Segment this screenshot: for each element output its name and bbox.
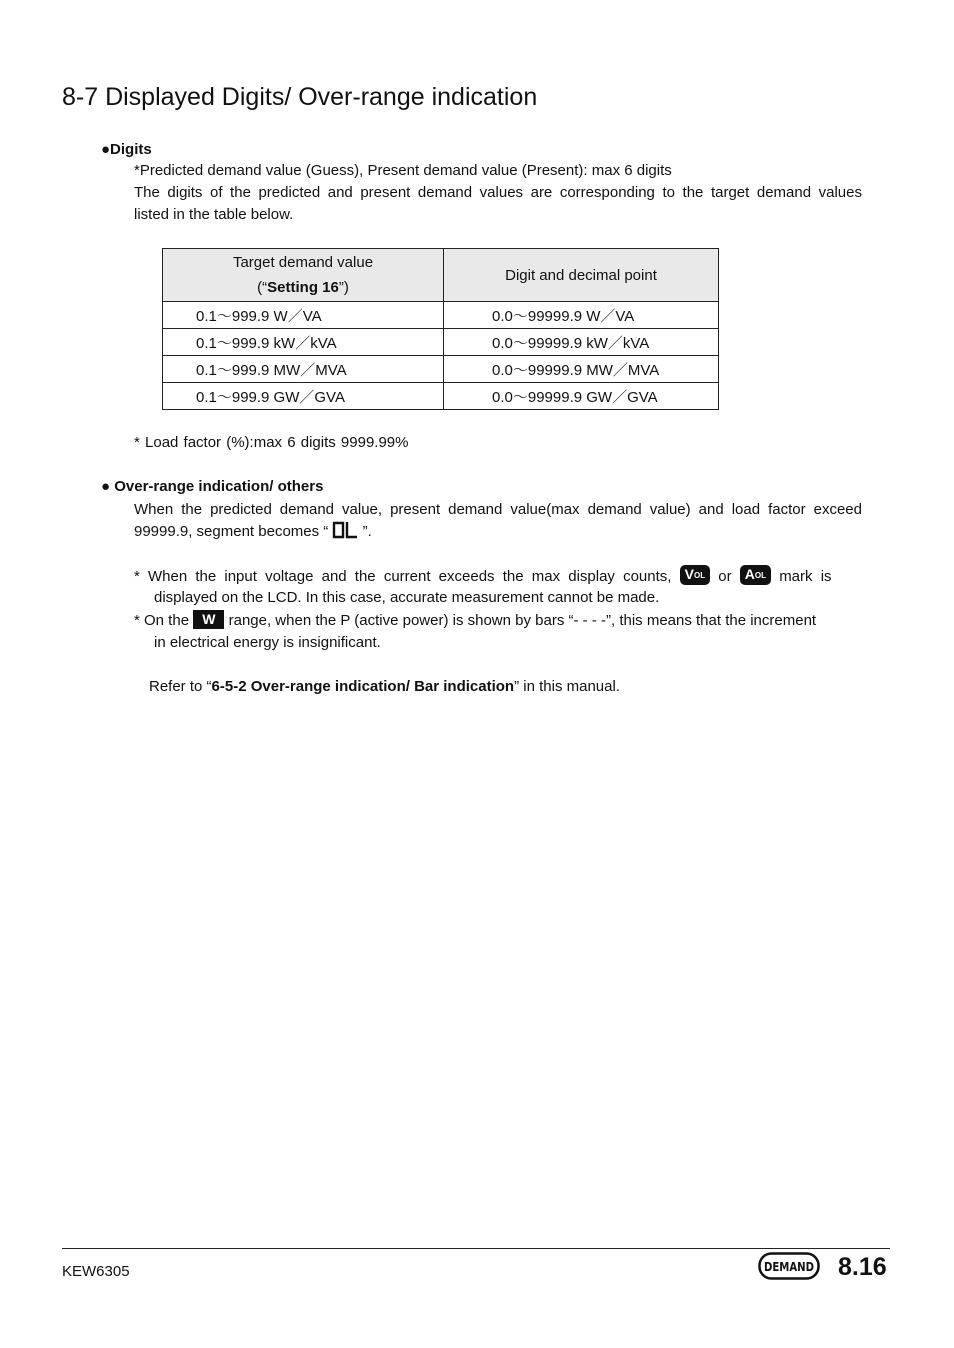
refer-note [149,676,620,698]
note-or: or [718,568,732,585]
page-title: 8-7 Displayed Digits/ Over-range indication [62,83,538,111]
cell-target: 0.1～999.9 MW／MVA [163,356,444,383]
refer-post: ” in this manual. [514,678,620,695]
header-target-demand [163,249,444,302]
note-max-counts-pre: * When the input voltage and the current exceeds the max display counts, [134,568,672,585]
cell-target: 0.1～999.9 kW／kVA [163,329,444,356]
refer-section-link: 6-5-2 Over-range indication/ Bar indication [211,678,515,695]
digits-paragraph-line1: The digits of the predicted and present demand values are corresponding to the target demand values [134,184,862,201]
ol-segment-icon [332,521,358,539]
header-close-quote: ”) [338,279,349,296]
over-range-text-before: 99999.9, segment becomes “ [134,523,329,540]
model-name: KEW6305 [62,1263,130,1280]
load-factor-note: * Load factor (%):max 6 digits 9999.99% [134,434,409,451]
cell-target: 0.1～999.9 W／VA [163,302,444,329]
note-mark-is: mark is [779,568,832,585]
w-range-icon: W [193,610,224,629]
refer-pre: Refer to “ [149,678,212,695]
digits-paragraph-line2: listed in the table below. [134,206,294,223]
cell-target: 0.1～999.9 GW／GVA [163,383,444,410]
cell-digits: 0.0～99999.9 W／VA [444,302,719,329]
header-target-demand-label: Target demand value [232,254,374,271]
voltage-overload-icon: $V_{OL}$ [680,565,710,585]
header-open-quote: (“ [257,279,268,296]
current-overload-icon: $A_{OL}$ [740,565,771,585]
cell-digits: 0.0～99999.9 GW／GVA [444,383,719,410]
digits-table [162,248,719,410]
table-header-row [163,249,719,302]
note-w-range-line1 [134,610,816,632]
over-range-text-after: ”. [362,523,372,540]
over-range-heading: ● Over-range indication/ others [101,478,324,495]
over-range-paragraph-line2 [134,521,372,543]
cell-digits: 0.0～99999.9 MW／MVA [444,356,719,383]
note-w-range-line2: in electrical energy is insignificant. [154,634,381,651]
table-row [163,383,719,410]
header-digit-decimal: Digit and decimal point [444,249,719,302]
demand-logo-text: DEMAND [764,1260,815,1274]
note-max-counts-line1 [134,565,832,588]
note-w-range-text: range, when the P (active power) is shown by bars “- - - -”, this means that the increment [228,612,817,629]
digits-heading: ●Digits [101,141,152,158]
note-on-the: * On the [134,612,190,629]
note-max-counts-line2: displayed on the LCD. In this case, accurate measurement cannot be made. [154,589,660,606]
footer-divider [62,1248,890,1249]
digits-note: *Predicted demand value (Guess), Present demand value (Present): max 6 digits [134,162,672,179]
cell-digits: 0.0～99999.9 kW／kVA [444,329,719,356]
header-setting-ref: Setting 16 [267,279,339,296]
table-row [163,302,719,329]
page-number: 8.16 [838,1253,887,1281]
table-row [163,329,719,356]
over-range-paragraph-line1: When the predicted demand value, present demand value(max demand value) and load factor exceed [134,501,862,518]
demand-logo-icon [758,1252,820,1280]
table-row [163,356,719,383]
